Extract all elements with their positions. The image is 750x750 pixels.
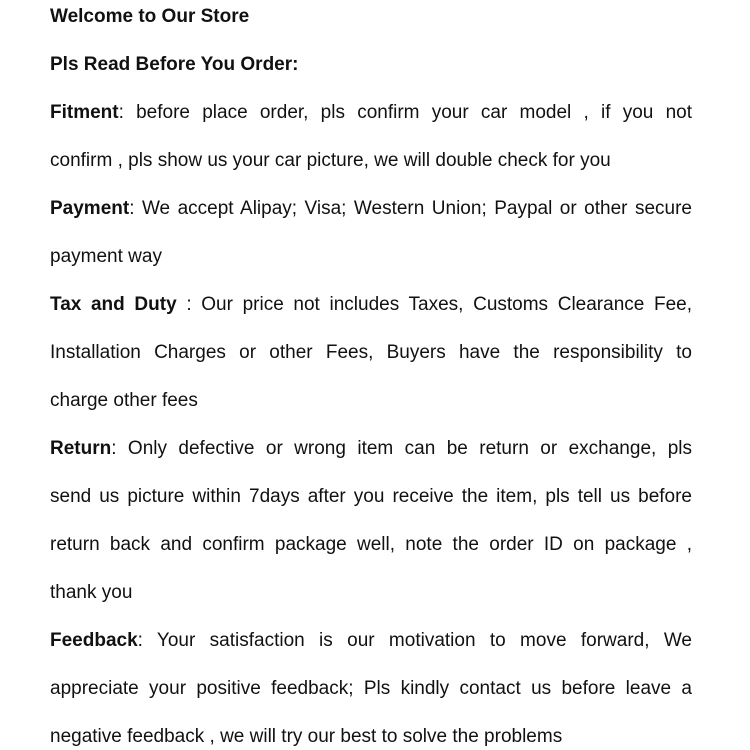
feedback-label: Feedback (50, 630, 138, 651)
payment-text-1: : We accept Alipay; Visa; Western Union; Paypal or other secure (129, 198, 692, 219)
fitment-label: Fitment (50, 102, 119, 123)
feedback-text-2: appreciate your positive feedback; Pls kindly contact us before leave a (50, 678, 692, 699)
fitment-line-1 (50, 89, 692, 137)
feedback-text-3: negative feedback , we will try our best to solve the problems (50, 726, 563, 747)
return-text-4: thank you (50, 582, 133, 603)
feedback-line-1 (50, 617, 692, 665)
fitment-text-1: : before place order, pls confirm your car model , if you not (118, 102, 692, 123)
page-subtitle: Pls Read Before You Order: (50, 54, 299, 75)
feedback-section (50, 617, 692, 750)
return-line-1 (50, 425, 692, 473)
return-text-3: return back and confirm package well, note the order ID on package , (50, 534, 692, 555)
tax-duty-section (50, 281, 692, 425)
tax-text-2: Installation Charges or other Fees, Buyers have the responsibility to (50, 342, 692, 363)
tax-line-1 (50, 281, 692, 329)
fitment-section (50, 89, 692, 185)
feedback-text-1: : Your satisfaction is our motivation to move forward, We (137, 630, 692, 651)
payment-label: Payment (50, 198, 130, 219)
tax-text-1: : Our price not includes Taxes, Customs Clearance Fee, (176, 294, 693, 315)
return-text-2: send us picture within 7days after you receive the item, pls tell us before (50, 486, 692, 507)
payment-section (50, 185, 692, 281)
return-section (50, 425, 692, 617)
page-title: Welcome to Our Store (50, 6, 250, 27)
payment-line-1 (50, 185, 692, 233)
tax-label: Tax and Duty (50, 294, 177, 315)
return-label: Return (50, 438, 112, 459)
payment-text-2: payment way (50, 246, 162, 267)
tax-text-3: charge other fees (50, 390, 198, 411)
return-text-1: : Only defective or wrong item can be return or exchange, pls (111, 438, 692, 459)
fitment-text-2: confirm , pls show us your car picture, we will double check for you (50, 150, 611, 171)
